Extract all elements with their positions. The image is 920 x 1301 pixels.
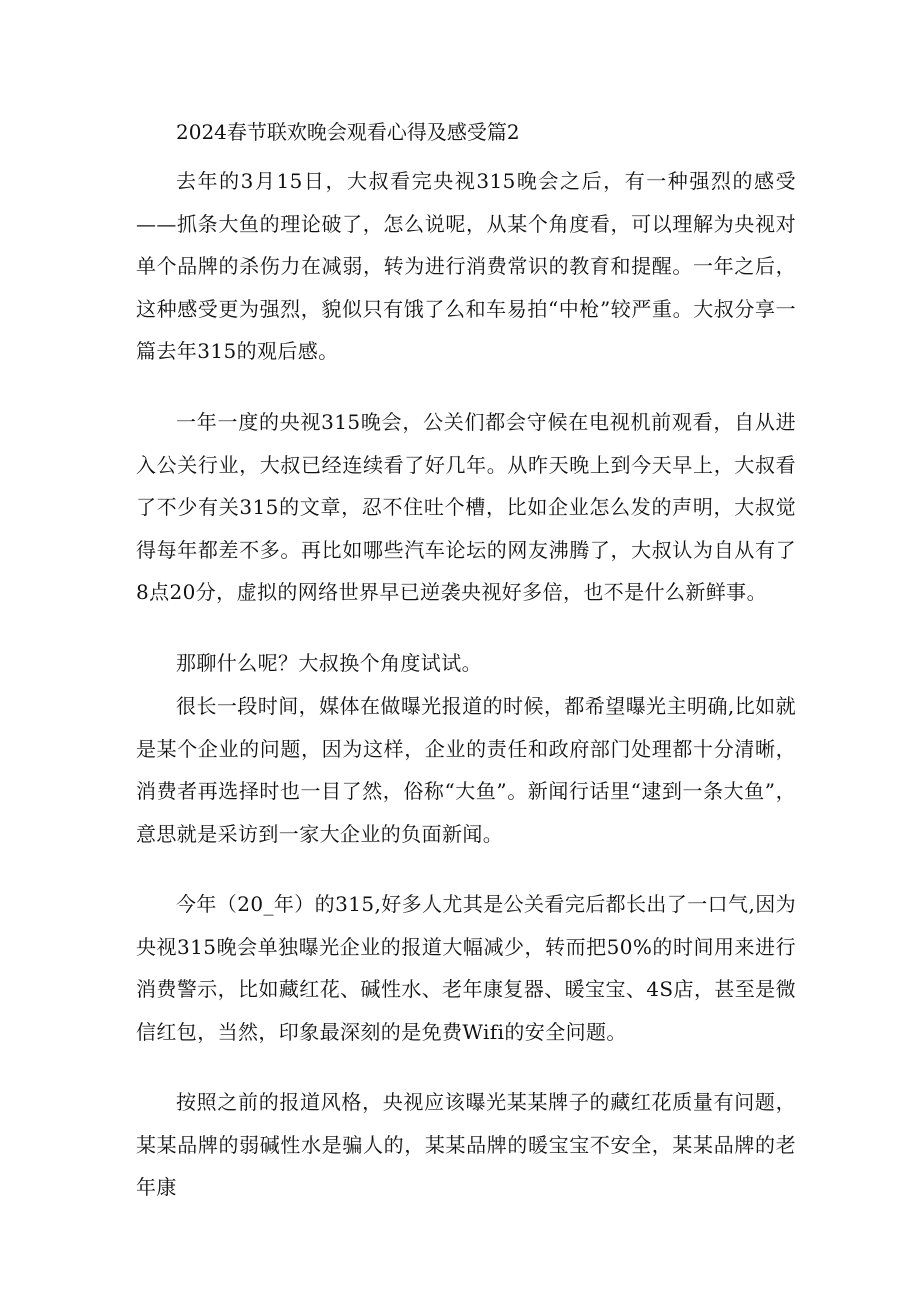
paragraph-4: 很长一段时间，媒体在做曝光报道的时候，都希望曝光主明确,比如就是某个企业的问题，因为这样，企业的责任和政府部门处理都十分清晰，消费者再选择时也一目了然，俗称“大鱼”。新闻行话里“逮到一条大鱼”，意思就是采访到一家大企业的负面新闻。 [136, 694, 796, 846]
paragraph-1: 去年的3月15日，大叔看完央视315晚会之后，有一种强烈的感受——抓条大鱼的理论破了，怎么说呢，从某个角度看，可以理解为央视对单个品牌的杀伤力在减弱，转为进行消费常识的教育和提醒。一年之后，这种感受更为强烈，貌似只有饿了么和车易拍“中枪”较严重。大叔分享一篇去年315的观后感。 [136, 169, 796, 364]
paragraph-5: 今年（20_年）的315,好多人尤其是公关看完后都长出了一口气,因为央视315晚会单独曝光企业的报道大幅减少，转而把50%的时间用来进行消费警示，比如藏红花、碱性水、老年康复器、暖宝宝、4S店，甚至是微信红包，当然，印象最深刻的是免费Wifi的安全问题。 [136, 892, 796, 1044]
paragraph-6: 按照之前的报道风格，央视应该曝光某某牌子的藏红花质量有问题，某某品牌的弱碱性水是骗人的，某某品牌的暖宝宝不安全，某某品牌的老年康 [136, 1090, 796, 1200]
paragraph-3: 那聊什么呢？大叔换个角度试试。 [176, 651, 482, 675]
document-title: 2024春节联欢晚会观看心得及感受篇2 [176, 120, 520, 144]
paragraph-2: 一年一度的央视315晚会，公关们都会守候在电视机前观看，自从进入公关行业，大叔已经连续看了好几年。从昨天晚上到今天早上，大叔看了不少有关315的文章，忍不住吐个槽，比如企业怎么发的声明，大叔觉得每年都差不多。再比如哪些汽车论坛的网友沸腾了，大叔认为自从有了8点20分，虚拟的网络世界早已逆袭央视好多倍，也不是什么新鲜事。 [136, 410, 796, 605]
